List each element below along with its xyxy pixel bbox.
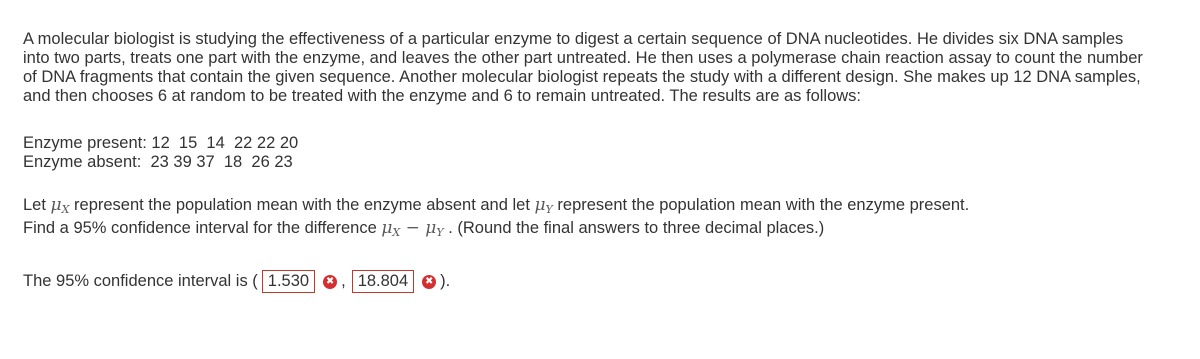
problem-container	[23, 30, 1143, 293]
enzyme-present-data: Enzyme present: 12 15 14 22 22 20	[23, 134, 299, 152]
enzyme-absent-data: Enzyme absent: 23 39 37 18 26 23	[23, 153, 293, 171]
let-suffix: represent the population mean with the enzyme present.	[552, 196, 970, 214]
question-text	[23, 196, 1143, 242]
answer-close: ).	[440, 272, 451, 290]
answer-label: The 95% confidence interval is (	[23, 272, 258, 290]
question-line-1	[23, 196, 1143, 219]
let-mid: represent the population mean with the enzyme absent and let	[69, 196, 535, 214]
difference-expression: $\mu_X - \mu_Y$	[381, 218, 444, 239]
lower-bound-input[interactable]: 1.530	[262, 270, 315, 293]
find-suffix: . (Round the final answers to three decimal places.)	[443, 219, 825, 237]
problem-intro: A molecular biologist is studying the effectiveness of a particular enzyme to digest a certain sequence of DNA nucleotides. He divides six DNA samples into two parts, treats one part with the enzyme, and leaves the other part untreated. He then uses a polymerase chain reaction assay to count the number of DNA fragments that contain the given sequence. Another molecular biologist repeats the study with a different design. She makes up 12 DNA samples, and then chooses 6 at random to be treated with the enzyme and 6 to remain untreated. The results are as follows:	[23, 30, 1143, 105]
let-prefix: Let	[23, 196, 51, 214]
upper-bound-input[interactable]: 18.804	[352, 270, 414, 293]
x-circle-icon: ✖	[323, 275, 337, 289]
find-prefix: Find a 95% confidence interval for the difference	[23, 219, 382, 237]
question-line-2	[23, 219, 1143, 242]
answer-row	[23, 270, 1143, 293]
data-block	[23, 134, 1143, 172]
x-circle-icon: ✖	[422, 275, 436, 289]
comma-separator: ,	[341, 272, 346, 290]
mu-x-symbol: $\mu_X$	[50, 195, 70, 216]
mu-y-symbol: $\mu_Y$	[534, 195, 553, 216]
